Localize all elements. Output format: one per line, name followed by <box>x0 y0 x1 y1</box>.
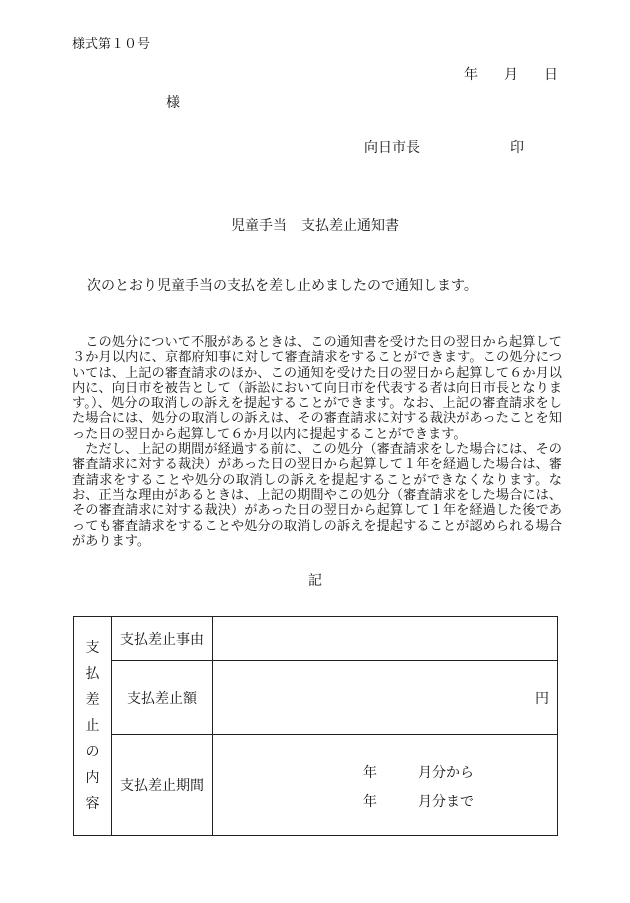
seal-mark: 印 <box>510 140 524 156</box>
notice-body <box>72 335 562 549</box>
reason-label: 支払差止事由 <box>112 617 213 661</box>
section-label-char: 内 <box>85 770 100 786</box>
reason-field[interactable] <box>213 617 558 661</box>
date-day-label: 日 <box>544 67 558 83</box>
ki-label: 記 <box>308 573 322 589</box>
issuer-name: 向日市長 <box>364 140 420 156</box>
issue-date <box>464 64 558 84</box>
amount-unit: 円 <box>535 690 549 707</box>
addressee-suffix: 様 <box>166 95 180 111</box>
table-row-period <box>74 735 558 836</box>
period-from-year: 年 <box>363 765 377 781</box>
section-label-vertical <box>74 617 112 836</box>
amount-field[interactable] <box>213 661 558 735</box>
period-label: 支払差止期間 <box>112 735 213 836</box>
section-label-char: 止 <box>85 718 100 734</box>
section-label-char: 差 <box>85 692 100 708</box>
section-label-char: 支 <box>85 640 100 656</box>
period-from-month: 月分から <box>418 765 474 781</box>
section-label-char: 容 <box>85 796 100 812</box>
period-to-month: 月分まで <box>418 794 474 810</box>
notice-paragraph-limit: ただし、上記の期間が経過する前に、この処分（審査請求をした場合には、その審査請求に対する裁決）があった日の翌日から起算して１年を経過した場合は、審査請求をすることや処分の取消しの訴えを提起することができなくなります。なお、正当な理由があるときは、上記の期間やこの処分（審査請求をした場合には、その審査請求に対する裁決）があった日の翌日から起算して１年を経過した後であっても審査請求をすることや処分の取消しの訴えを提起することが認められる場合があります。 <box>72 442 562 549</box>
lead-text: 次のとおり児童手当の支払を差し止めましたので通知します。 <box>87 278 478 294</box>
table-row-reason <box>74 617 558 661</box>
table-row-amount <box>74 661 558 735</box>
period-to-year: 年 <box>363 794 377 810</box>
section-label-char: 払 <box>85 666 100 682</box>
period-field[interactable] <box>213 735 558 836</box>
form-number: 様式第１０号 <box>72 37 151 52</box>
suspension-detail-table <box>73 616 558 836</box>
section-label-char: の <box>85 744 100 760</box>
document-title: 児童手当 支払差止通知書 <box>231 218 399 234</box>
date-year-label: 年 <box>464 67 478 83</box>
date-month-label: 月 <box>504 67 518 83</box>
notice-paragraph-appeal: この処分について不服があるときは、この通知書を受けた日の翌日から起算して３か月以内に、京都府知事に対して審査請求をすることができます。この処分については、上記の審査請求のほか、この通知を受けた日の翌日から起算して６か月以内に、向日市を被告として（訴訟において向日市を代表する者は向日市長となります。）、処分の取消しの訴えを提起することができます。なお、上記の審査請求をした場合には、処分の取消しの訴えは、その審査請求に対する裁決があったことを知った日の翌日から起算して６か月以内に提起することができます。 <box>72 335 562 442</box>
amount-label: 支払差止額 <box>112 661 213 735</box>
